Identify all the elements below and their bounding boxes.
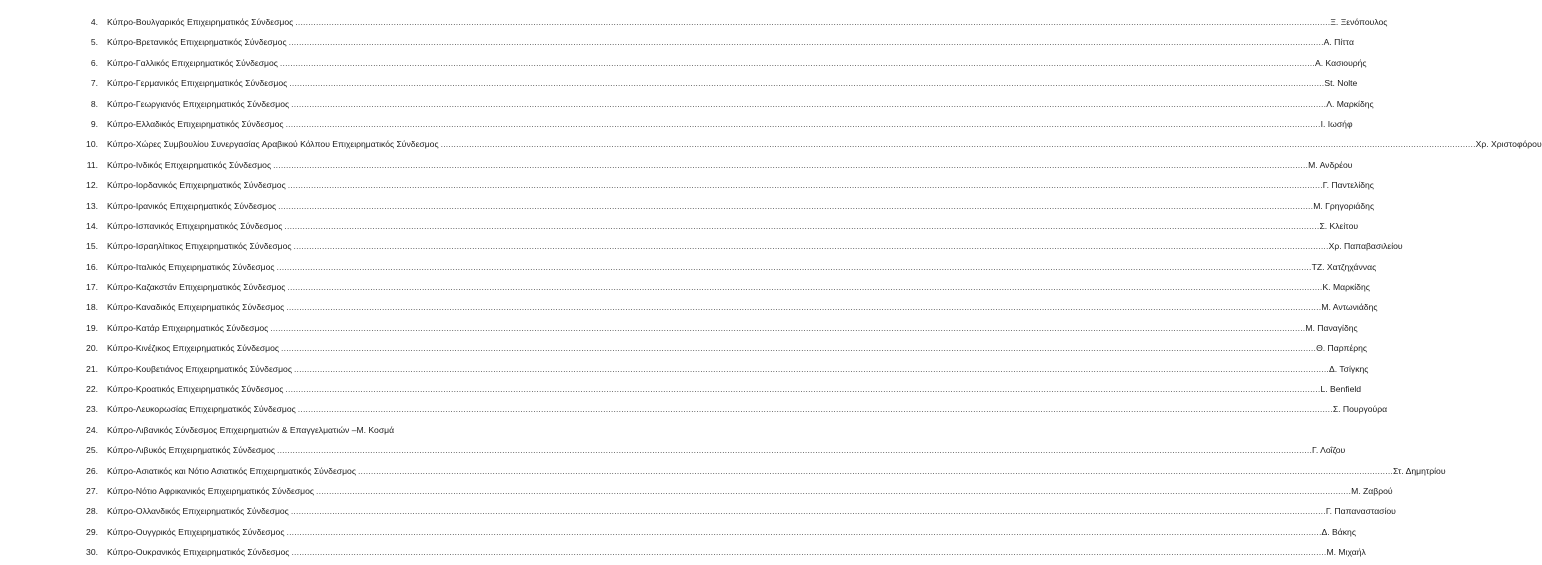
dot-leader: ................................................................................................................................................................................................................................................................................................................................................................................................................ (287, 180, 1323, 191)
item-line (107, 481, 1393, 501)
dot-leader: ................................................................................................................................................................................................................................................................................................................................................................................................................ (293, 241, 1329, 252)
representative-name: Μ. Παναγίδης (1305, 322, 1358, 333)
item-line (107, 338, 1368, 358)
association-name: Κύπρο-Ινδικός Επιχειρηματικός Σύνδεσμος (107, 159, 272, 170)
representative-name: Α. Κασιουρής (1314, 57, 1367, 68)
dot-leader: ................................................................................................................................................................................................................................................................................................................................................................................................................ (277, 445, 1313, 456)
association-name: Κύπρο-Κατάρ Επιχειρηματικός Σύνδεσμος (107, 322, 269, 333)
item-number: 15. (86, 241, 98, 252)
item-number: 22. (86, 384, 98, 395)
association-name: Κύπρο-Βρετανικός Επιχειρηματικός Σύνδεσμος (107, 37, 287, 48)
list-item (0, 216, 1359, 236)
item-line (107, 196, 1375, 216)
item-line (107, 522, 1356, 542)
association-name: Κύπρο-Λευκορωσίας Επιχειρηματικός Σύνδεσμος (107, 404, 296, 415)
item-number: 17. (86, 282, 98, 293)
association-name: Κύπρο-Κινέζικος Επιχειρηματικός Σύνδεσμος (107, 343, 280, 354)
item-line (107, 542, 1366, 562)
item-number: 19. (86, 322, 98, 333)
item-number: 14. (86, 220, 98, 231)
representative-name: Σ. Πουργούρα (1332, 404, 1388, 415)
list-item (0, 53, 1367, 73)
dot-leader: ................................................................................................................................................................................................................................................................................................................................................................................................................ (285, 384, 1321, 395)
item-line (107, 420, 685, 440)
dot-leader: ................................................................................................................................................................................................................................................................................................................................................................................................................ (316, 485, 1352, 496)
list-item (0, 32, 1354, 52)
item-number: 25. (86, 445, 98, 456)
list-item (0, 196, 1375, 216)
item-number: 21. (86, 363, 98, 374)
representative-name: Ι. Ιωσήφ (1320, 118, 1353, 129)
association-name: Κύπρο-Βουλγαρικός Επιχειρηματικός Σύνδεσμος (107, 17, 294, 27)
item-number: 4. (90, 17, 98, 27)
representative-name: Α. Πίττα (1323, 37, 1354, 48)
list-item (0, 94, 1374, 114)
item-line (107, 155, 1353, 175)
item-number: 8. (90, 98, 98, 109)
list-item (0, 542, 1366, 562)
item-number: 6. (90, 57, 98, 68)
item-line (107, 73, 1358, 93)
list-item (0, 114, 1353, 134)
list-item (0, 297, 1378, 317)
item-line (107, 501, 1396, 521)
dot-leader: ................................................................................................................................................................................................................................................................................................................................................................................................................ (295, 17, 1331, 27)
item-number: 30. (86, 547, 98, 558)
representative-name: Γ. Παντελίδης (1322, 180, 1374, 191)
list-item (0, 481, 1393, 501)
representative-name: Χρ. Χριστοφόρου (1475, 139, 1542, 150)
representative-name: Μ. Ζαβρού (1351, 485, 1393, 496)
representative-name: Χρ. Παπαβασιλείου (1328, 241, 1403, 252)
representative-name: Δ. Βάκης (1321, 526, 1356, 537)
dot-leader: ................................................................................................................................................................................................................................................................................................................................................................................................................ (278, 200, 1314, 211)
list-item (0, 379, 1362, 399)
dot-leader: ................................................................................................................................................................................................................................................................................................................................................................................................................ (288, 37, 1324, 48)
item-line (107, 318, 1358, 338)
association-name: Κύπρο-Γερμανικός Επιχειρηματικός Σύνδεσμος (107, 78, 288, 89)
list-item (0, 440, 1346, 460)
dot-leader: ................................................................................................................................................................................................................................................................................................................................................................................................................ (357, 465, 1394, 476)
association-name: Κύπρο-Χώρες Συμβουλίου Συνεργασίας Αραβικού Κόλπου Επιχειρηματικός Σύνδεσμος (107, 139, 439, 150)
item-line (107, 359, 1369, 379)
list-item (0, 522, 1356, 542)
list-item (0, 155, 1353, 175)
list-item (0, 420, 748, 440)
item-line (107, 461, 1446, 481)
dot-leader: ................................................................................................................................................................................................................................................................................................................................................................................................................ (297, 404, 1333, 415)
dot-leader: ................................................................................................................................................................................................................................................................................................................................................................................................................ (286, 302, 1322, 313)
item-line (107, 399, 1388, 419)
item-line (107, 94, 1374, 114)
item-number: 7. (90, 78, 98, 89)
dot-leader: ................................................................................................................................................................................................................................................................................................................................................................................................................ (279, 57, 1315, 68)
item-line (107, 257, 1377, 277)
dot-leader: ................................................................................................................................................................................................................................................................................................................................................................................................................ (276, 261, 1312, 272)
item-line (107, 12, 1388, 32)
list-item (0, 73, 1358, 93)
item-line (107, 379, 1362, 399)
item-line (107, 53, 1367, 73)
item-line (107, 134, 1542, 154)
item-line (107, 440, 1346, 460)
dot-leader: ................................................................................................................................................................................................................................................................................................................................................................................................................ (289, 78, 1325, 89)
association-name: Κύπρο-Γαλλικός Επιχειρηματικός Σύνδεσμος (107, 57, 278, 68)
representative-name: Μ. Αντωνιάδης (1321, 302, 1378, 313)
item-number: 13. (86, 200, 98, 211)
dot-leader: ................................................................................................................................................................................................................................................................................................................................................................................................................ (281, 343, 1317, 354)
association-name: Κύπρο-Ιορδανικός Επιχειρηματικός Σύνδεσμος (107, 180, 286, 191)
dot-leader: ................................................................................................................................................................................................................................................................................................................................................................................................................ (286, 526, 1322, 537)
list-item (0, 461, 1446, 481)
association-name: Κύπρο-Ιταλικός Επιχειρηματικός Σύνδεσμος (107, 261, 275, 272)
item-number: 26. (86, 465, 98, 476)
item-number: 28. (86, 506, 98, 517)
association-name: Κύπρο-Νότιο Αφρικανικός Επιχειρηματικός Σύνδεσμος (107, 485, 315, 496)
dot-leader: ................................................................................................................................................................................................................................................................................................................................................................................................................ (285, 118, 1321, 129)
representative-name: Γ. Λοΐζου (1312, 445, 1346, 456)
list-item (0, 359, 1369, 379)
item-number: 18. (86, 302, 98, 313)
dot-leader: ................................................................................................................................................................................................................................................................................................................................................................................................................ (273, 159, 1309, 170)
association-name: Κύπρο-Ισπανικός Επιχειρηματικός Σύνδεσμος (107, 220, 283, 231)
dot-leader: ................................................................................................................................................................................................................................................................................................................................................................................................................ (270, 322, 1306, 333)
list-item (0, 277, 1370, 297)
dot-leader: ................................................................................................................................................................................................................................................................................................................................................................................................................ (440, 139, 1476, 150)
dot-leader: ................................................................................................................................................................................................................................................................................................................................................................................................................ (291, 547, 1327, 558)
representative-name: St. Nolte (1324, 78, 1358, 89)
item-line (107, 114, 1353, 134)
item-number: 20. (86, 343, 98, 354)
item-line (107, 175, 1374, 195)
association-name: Κύπρο-Γεωργιανός Επιχειρηματικός Σύνδεσμος (107, 98, 290, 109)
association-name: Κύπρο-Ουγγρικός Επιχειρηματικός Σύνδεσμος (107, 526, 285, 537)
association-name: Κύπρο-Κροατικός Επιχειρηματικός Σύνδεσμος (107, 384, 284, 395)
representative-name: L. Benfield (1320, 384, 1362, 395)
dot-leader: ................................................................................................................................................................................................................................................................................................................................................................................................................ (287, 282, 1323, 293)
item-number: 29. (86, 526, 98, 537)
item-number: 10. (86, 139, 98, 150)
list-item (0, 318, 1358, 338)
association-list (0, 12, 1542, 563)
representative-name: Ξ. Ξενόπουλος (1330, 17, 1388, 27)
item-number: 24. (86, 424, 98, 435)
item-line (107, 297, 1378, 317)
item-number: 11. (86, 159, 98, 170)
association-name: Κύπρο-Ισραηλίτικος Επιχειρηματικός Σύνδεσμος (107, 241, 292, 252)
representative-name: Σ. Κλείτου (1319, 220, 1359, 231)
association-name: Κύπρο-Λιβυκός Επιχειρηματικός Σύνδεσμος (107, 445, 275, 456)
dot-leader: ................................................................................................................................................................................................................................................................................................................................................................................................................ (291, 98, 1327, 109)
representative-name: ΤΖ. Χατζηχάννας (1311, 261, 1377, 272)
dot-leader: ................................................................................................................................................................................................................................................................................................................................................................................................................ (293, 363, 1330, 374)
association-name: Κύπρο-Ασιατικός και Νότιο Ασιατικός Επιχειρηματικός Σύνδεσμος (107, 465, 356, 476)
list-item (0, 501, 1396, 521)
association-name: Κύπρο-Ιρανικός Επιχειρηματικός Σύνδεσμος (107, 200, 277, 211)
representative-name: Λ. Μαρκίδης (1326, 98, 1374, 109)
association-name: Κύπρο-Κουβετιάνος Επιχειρηματικός Σύνδεσμος (107, 363, 292, 374)
association-name: Κύπρο-Ολλανδικός Επιχειρηματικός Σύνδεσμος (107, 506, 289, 517)
dot-leader: ................................................................................................................................................................................................................................................................................................................................................................................................................ (284, 220, 1320, 231)
representative-name: Δ. Τσίγκης (1329, 363, 1369, 374)
association-name: Κύπρο-Ελλαδικός Επιχειρηματικός Σύνδεσμος (107, 118, 284, 129)
item-number: 23. (86, 404, 98, 415)
representative-name: Στ. Δημητρίου (1393, 465, 1446, 476)
representative-name: Κ. Μαρκίδης (1322, 282, 1370, 293)
list-item (0, 134, 1542, 154)
list-item (0, 236, 1403, 256)
item-number: 12. (86, 180, 98, 191)
list-item (0, 399, 1388, 419)
item-number: 9. (90, 118, 98, 129)
association-name: Κύπρο-Λιβανικός Σύνδεσμος Επιχειρηματιών & Επαγγελματιών –Μ. Κοσμά (107, 424, 395, 435)
list-item (0, 175, 1374, 195)
association-name: Κύπρο-Καναδικός Επιχειρηματικός Σύνδεσμος (107, 302, 285, 313)
representative-name: Μ. Γρηγοριάδης (1313, 200, 1375, 211)
representative-name: Γ. Παπαναστασίου (1325, 506, 1396, 517)
dot-leader: ................................................................................................................................................................................................................................................................................................................................................................................................................ (290, 506, 1326, 517)
association-name: Κύπρο-Καζακστάν Επιχειρηματικός Σύνδεσμος (107, 282, 286, 293)
representative-name: Μ. Ανδρέου (1308, 159, 1353, 170)
representative-name: Μ. Μιχαήλ (1326, 547, 1366, 558)
item-line (107, 216, 1359, 236)
representative-name: Θ. Παρπέρης (1316, 343, 1368, 354)
association-name: Κύπρο-Ουκρανικός Επιχειρηματικός Σύνδεσμος (107, 547, 290, 558)
item-line (107, 32, 1354, 52)
item-number: 16. (86, 261, 98, 272)
list-item (0, 338, 1368, 358)
item-number: 27. (86, 485, 98, 496)
item-number: 5. (90, 37, 98, 48)
item-line (107, 277, 1370, 297)
list-item (0, 257, 1377, 277)
item-line (107, 236, 1403, 256)
list-item (0, 12, 1388, 32)
